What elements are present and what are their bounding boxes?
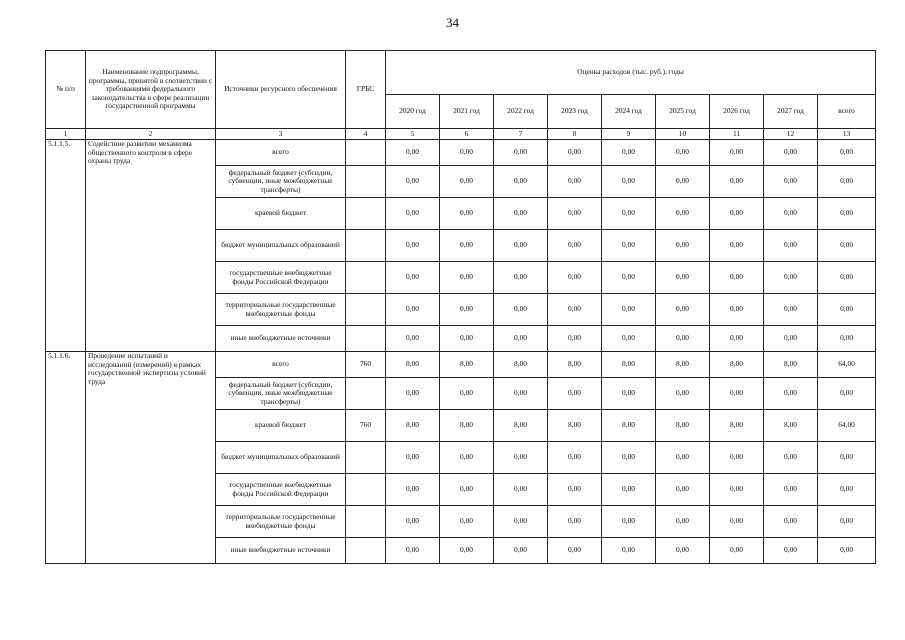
grbs-code	[346, 166, 386, 198]
amount-cell: 0,00	[656, 230, 710, 262]
amount-cell: 64,00	[818, 352, 876, 378]
amount-cell: 0,00	[386, 262, 440, 294]
header-estimate: Оценка расходов (тыс. руб.), годы	[386, 51, 876, 95]
amount-cell: 0,00	[548, 230, 602, 262]
amount-cell: 0,00	[386, 166, 440, 198]
amount-cell: 0,00	[602, 378, 656, 410]
amount-cell: 8,00	[602, 352, 656, 378]
grbs-code	[346, 262, 386, 294]
amount-cell: 0,00	[494, 262, 548, 294]
amount-cell: 0,00	[386, 474, 440, 506]
funding-source: государственные внебюджетные фонды Российской Федерации	[216, 474, 346, 506]
funding-source: всего	[216, 352, 346, 378]
amount-cell: 0,00	[818, 538, 876, 564]
amount-cell: 0,00	[548, 442, 602, 474]
amount-cell: 0,00	[656, 140, 710, 166]
amount-cell: 8,00	[548, 410, 602, 442]
header-year: 2025 год	[656, 95, 710, 129]
amount-cell: 0,00	[440, 378, 494, 410]
amount-cell: 0,00	[710, 506, 764, 538]
amount-cell: 0,00	[818, 230, 876, 262]
amount-cell: 0,00	[548, 538, 602, 564]
amount-cell: 0,00	[818, 166, 876, 198]
amount-cell: 0,00	[386, 198, 440, 230]
column-number: 2	[86, 129, 216, 140]
amount-cell: 0,00	[656, 442, 710, 474]
header-year: 2020 год	[386, 95, 440, 129]
header-name: Наименование подпрограммы, программы, принятой в соответствии с требованиями федерального законодательства в сфере реализации государственной программы	[86, 51, 216, 129]
amount-cell: 0,00	[710, 198, 764, 230]
section-name: Содействие развитию механизма общественного контроля в сфере охраны труда	[86, 140, 216, 352]
column-number: 9	[602, 129, 656, 140]
funding-source: иные внебюджетные источники	[216, 326, 346, 352]
header-code: № п/п	[46, 51, 86, 129]
amount-cell: 8,00	[386, 352, 440, 378]
amount-cell: 0,00	[818, 506, 876, 538]
amount-cell: 0,00	[710, 442, 764, 474]
amount-cell: 8,00	[764, 352, 818, 378]
amount-cell: 0,00	[386, 506, 440, 538]
amount-cell: 0,00	[764, 326, 818, 352]
amount-cell: 0,00	[494, 230, 548, 262]
funding-source: краевой бюджет	[216, 198, 346, 230]
amount-cell: 0,00	[494, 474, 548, 506]
amount-cell: 0,00	[764, 166, 818, 198]
header-year: 2027 год	[764, 95, 818, 129]
grbs-code	[346, 198, 386, 230]
amount-cell: 0,00	[818, 326, 876, 352]
grbs-code: 760	[346, 410, 386, 442]
amount-cell: 0,00	[764, 442, 818, 474]
amount-cell: 0,00	[710, 474, 764, 506]
amount-cell: 0,00	[602, 474, 656, 506]
amount-cell: 0,00	[710, 166, 764, 198]
grbs-code	[346, 294, 386, 326]
section-name: Проведение испытаний и исследований (измерений) в рамках государственной экспертизы условий труда	[86, 352, 216, 564]
amount-cell: 8,00	[656, 410, 710, 442]
amount-cell: 0,00	[764, 230, 818, 262]
amount-cell: 0,00	[764, 474, 818, 506]
amount-cell: 8,00	[656, 352, 710, 378]
amount-cell: 0,00	[386, 442, 440, 474]
section-code: 5.1.1.6.	[46, 352, 86, 564]
amount-cell: 0,00	[764, 294, 818, 326]
amount-cell: 0,00	[710, 326, 764, 352]
amount-cell: 0,00	[818, 262, 876, 294]
amount-cell: 0,00	[440, 442, 494, 474]
funding-source: бюджет муниципальных образований	[216, 442, 346, 474]
amount-cell: 8,00	[710, 410, 764, 442]
funding-source: государственные внебюджетные фонды Российской Федерации	[216, 262, 346, 294]
amount-cell: 0,00	[818, 378, 876, 410]
amount-cell: 64,00	[818, 410, 876, 442]
amount-cell: 0,00	[710, 378, 764, 410]
amount-cell: 8,00	[440, 410, 494, 442]
amount-cell: 0,00	[440, 506, 494, 538]
amount-cell: 8,00	[710, 352, 764, 378]
amount-cell: 0,00	[656, 294, 710, 326]
amount-cell: 0,00	[710, 262, 764, 294]
amount-cell: 0,00	[602, 262, 656, 294]
amount-cell: 0,00	[818, 294, 876, 326]
amount-cell: 0,00	[764, 538, 818, 564]
amount-cell: 0,00	[494, 294, 548, 326]
page-number: 34	[446, 15, 459, 30]
header-year: 2023 год	[548, 95, 602, 129]
amount-cell: 0,00	[818, 474, 876, 506]
funding-source: бюджет муниципальных образований	[216, 230, 346, 262]
funding-source: иные внебюджетные источники	[216, 538, 346, 564]
grbs-code	[346, 442, 386, 474]
amount-cell: 0,00	[602, 538, 656, 564]
grbs-code	[346, 506, 386, 538]
table-row	[46, 140, 876, 166]
grbs-code	[346, 326, 386, 352]
header-year: 2022 год	[494, 95, 548, 129]
amount-cell: 0,00	[548, 474, 602, 506]
amount-cell: 0,00	[548, 294, 602, 326]
amount-cell: 0,00	[656, 474, 710, 506]
amount-cell: 0,00	[764, 506, 818, 538]
amount-cell: 0,00	[440, 198, 494, 230]
amount-cell: 8,00	[386, 410, 440, 442]
amount-cell: 0,00	[494, 140, 548, 166]
funding-source: федеральный бюджет (субсидии, субвенции, иные межбюджетные трансферты)	[216, 166, 346, 198]
column-number: 1	[46, 129, 86, 140]
amount-cell: 8,00	[494, 410, 548, 442]
amount-cell: 0,00	[386, 140, 440, 166]
column-number: 6	[440, 129, 494, 140]
amount-cell: 0,00	[440, 262, 494, 294]
amount-cell: 0,00	[440, 474, 494, 506]
amount-cell: 0,00	[656, 326, 710, 352]
amount-cell: 0,00	[494, 326, 548, 352]
amount-cell: 0,00	[494, 166, 548, 198]
column-number: 13	[818, 129, 876, 140]
amount-cell: 0,00	[656, 262, 710, 294]
amount-cell: 0,00	[602, 140, 656, 166]
amount-cell: 0,00	[386, 326, 440, 352]
grbs-code: 760	[346, 352, 386, 378]
amount-cell: 0,00	[548, 262, 602, 294]
amount-cell: 0,00	[440, 140, 494, 166]
amount-cell: 0,00	[602, 230, 656, 262]
funding-source: краевой бюджет	[216, 410, 346, 442]
amount-cell: 0,00	[602, 294, 656, 326]
amount-cell: 0,00	[656, 166, 710, 198]
header-year: 2021 год	[440, 95, 494, 129]
amount-cell: 0,00	[764, 198, 818, 230]
section-code: 5.1.1.5.	[46, 140, 86, 352]
header-year: 2024 год	[602, 95, 656, 129]
amount-cell: 0,00	[548, 140, 602, 166]
column-number: 7	[494, 129, 548, 140]
amount-cell: 0,00	[656, 198, 710, 230]
header-grbs: ГРБС	[346, 51, 386, 129]
column-number: 5	[386, 129, 440, 140]
amount-cell: 8,00	[602, 410, 656, 442]
amount-cell: 0,00	[710, 538, 764, 564]
header-year: 2026 год	[710, 95, 764, 129]
amount-cell: 0,00	[602, 166, 656, 198]
funding-source: всего	[216, 140, 346, 166]
column-number: 10	[656, 129, 710, 140]
header-source: Источники ресурсного обеспечения	[216, 51, 346, 129]
amount-cell: 0,00	[494, 506, 548, 538]
amount-cell: 8,00	[440, 352, 494, 378]
amount-cell: 0,00	[440, 166, 494, 198]
amount-cell: 0,00	[602, 442, 656, 474]
amount-cell: 0,00	[710, 230, 764, 262]
amount-cell: 0,00	[494, 538, 548, 564]
amount-cell: 0,00	[494, 198, 548, 230]
column-number: 3	[216, 129, 346, 140]
amount-cell: 0,00	[656, 506, 710, 538]
amount-cell: 0,00	[764, 262, 818, 294]
amount-cell: 8,00	[548, 352, 602, 378]
amount-cell: 0,00	[818, 198, 876, 230]
amount-cell: 0,00	[386, 230, 440, 262]
amount-cell: 0,00	[440, 326, 494, 352]
amount-cell: 8,00	[494, 352, 548, 378]
amount-cell: 0,00	[386, 378, 440, 410]
amount-cell: 0,00	[602, 198, 656, 230]
amount-cell: 0,00	[656, 538, 710, 564]
grbs-code	[346, 474, 386, 506]
funding-source: территориальные государственные внебюджетные фонды	[216, 506, 346, 538]
amount-cell: 0,00	[440, 294, 494, 326]
amount-cell: 0,00	[548, 166, 602, 198]
column-number: 4	[346, 129, 386, 140]
column-number: 8	[548, 129, 602, 140]
amount-cell: 0,00	[764, 140, 818, 166]
amount-cell: 0,00	[548, 378, 602, 410]
amount-cell: 8,00	[764, 410, 818, 442]
amount-cell: 0,00	[818, 442, 876, 474]
amount-cell: 0,00	[818, 140, 876, 166]
amount-cell: 0,00	[386, 294, 440, 326]
amount-cell: 0,00	[548, 506, 602, 538]
amount-cell: 0,00	[710, 294, 764, 326]
budget-table	[45, 50, 876, 564]
amount-cell: 0,00	[656, 378, 710, 410]
amount-cell: 0,00	[440, 230, 494, 262]
grbs-code	[346, 140, 386, 166]
grbs-code	[346, 378, 386, 410]
amount-cell: 0,00	[494, 442, 548, 474]
grbs-code	[346, 538, 386, 564]
amount-cell: 0,00	[548, 198, 602, 230]
grbs-code	[346, 230, 386, 262]
amount-cell: 0,00	[548, 326, 602, 352]
amount-cell: 0,00	[710, 140, 764, 166]
amount-cell: 0,00	[764, 378, 818, 410]
funding-source: федеральный бюджет (субсидии, субвенции, иные межбюджетные трансферты)	[216, 378, 346, 410]
header-year: всего	[818, 95, 876, 129]
funding-source: территориальные государственные внебюджетные фонды	[216, 294, 346, 326]
amount-cell: 0,00	[440, 538, 494, 564]
amount-cell: 0,00	[386, 538, 440, 564]
table-row	[46, 352, 876, 378]
amount-cell: 0,00	[602, 326, 656, 352]
amount-cell: 0,00	[602, 506, 656, 538]
column-number: 12	[764, 129, 818, 140]
column-number: 11	[710, 129, 764, 140]
amount-cell: 0,00	[494, 378, 548, 410]
